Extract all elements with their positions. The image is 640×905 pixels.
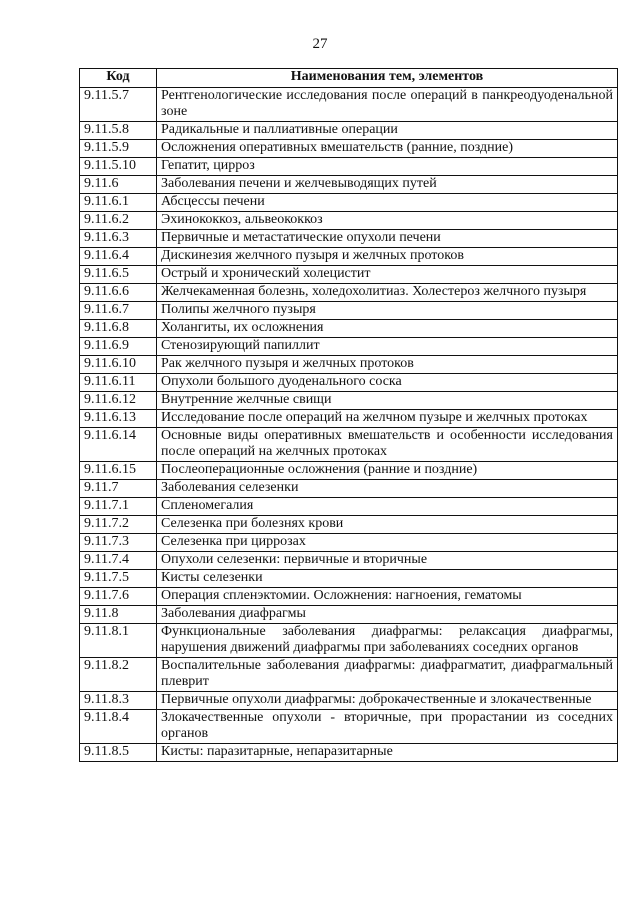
table-row — [80, 356, 618, 374]
topic-code: 9.11.7.3 — [80, 534, 157, 552]
topic-name: Внутренние желчные свищи — [157, 392, 618, 410]
topic-code: 9.11.6.3 — [80, 230, 157, 248]
topic-code: 9.11.6.12 — [80, 392, 157, 410]
table-row — [80, 140, 618, 158]
topic-code: 9.11.5.10 — [80, 158, 157, 176]
topic-code: 9.11.8.1 — [80, 624, 157, 658]
table-row — [80, 266, 618, 284]
topic-name: Абсцессы печени — [157, 194, 618, 212]
table-header-row — [80, 69, 618, 88]
topic-code: 9.11.6.1 — [80, 194, 157, 212]
topic-name: Осложнения оперативных вмешательств (ранние, поздние) — [157, 140, 618, 158]
topic-code: 9.11.6.13 — [80, 410, 157, 428]
topic-code: 9.11.5.8 — [80, 122, 157, 140]
topic-name: Заболевания селезенки — [157, 480, 618, 498]
topic-code: 9.11.8.5 — [80, 744, 157, 762]
topic-name: Первичные опухоли диафрагмы: доброкачественные и злокачественные — [157, 692, 618, 710]
table-row — [80, 248, 618, 266]
topic-name: Полипы желчного пузыря — [157, 302, 618, 320]
table-row — [80, 606, 618, 624]
table-body — [80, 88, 618, 762]
topic-name: Основные виды оперативных вмешательств и особенности исследования после операций на желчных протоках — [157, 428, 618, 462]
topic-code: 9.11.6.7 — [80, 302, 157, 320]
topic-code: 9.11.7 — [80, 480, 157, 498]
topic-code: 9.11.6.5 — [80, 266, 157, 284]
topic-code: 9.11.6.4 — [80, 248, 157, 266]
topic-code: 9.11.7.5 — [80, 570, 157, 588]
topic-name: Эхинококкоз, альвеококкоз — [157, 212, 618, 230]
topic-name: Первичные и метастатические опухоли печени — [157, 230, 618, 248]
topic-name: Селезенка при циррозах — [157, 534, 618, 552]
table-row — [80, 212, 618, 230]
topic-code: 9.11.8.4 — [80, 710, 157, 744]
topic-name: Стенозирующий папиллит — [157, 338, 618, 356]
table-row — [80, 122, 618, 140]
topic-name: Опухоли селезенки: первичные и вторичные — [157, 552, 618, 570]
topic-name: Радикальные и паллиативные операции — [157, 122, 618, 140]
topic-code: 9.11.7.1 — [80, 498, 157, 516]
table-row — [80, 374, 618, 392]
table-row — [80, 658, 618, 692]
topic-name: Кисты: паразитарные, непаразитарные — [157, 744, 618, 762]
topic-code: 9.11.6.14 — [80, 428, 157, 462]
topic-name: Острый и хронический холецистит — [157, 266, 618, 284]
table-row — [80, 158, 618, 176]
topic-code: 9.11.6.15 — [80, 462, 157, 480]
table-row — [80, 744, 618, 762]
table-row — [80, 498, 618, 516]
topic-code: 9.11.5.7 — [80, 88, 157, 122]
table-row — [80, 624, 618, 658]
topic-code: 9.11.7.4 — [80, 552, 157, 570]
topic-code: 9.11.5.9 — [80, 140, 157, 158]
topic-code: 9.11.8 — [80, 606, 157, 624]
table-row — [80, 230, 618, 248]
table-row — [80, 88, 618, 122]
table-row — [80, 284, 618, 302]
topic-name: Заболевания печени и желчевыводящих путей — [157, 176, 618, 194]
topic-name: Опухоли большого дуоденального соска — [157, 374, 618, 392]
topic-name: Кисты селезенки — [157, 570, 618, 588]
table-row — [80, 428, 618, 462]
topic-name: Гепатит, цирроз — [157, 158, 618, 176]
topic-code: 9.11.6.9 — [80, 338, 157, 356]
table-row — [80, 710, 618, 744]
topic-code: 9.11.8.2 — [80, 658, 157, 692]
topic-code: 9.11.6.6 — [80, 284, 157, 302]
topic-name: Рак желчного пузыря и желчных протоков — [157, 356, 618, 374]
topic-name: Дискинезия желчного пузыря и желчных протоков — [157, 248, 618, 266]
table-row — [80, 462, 618, 480]
topic-name: Спленомегалия — [157, 498, 618, 516]
table-row — [80, 516, 618, 534]
topic-name: Селезенка при болезнях крови — [157, 516, 618, 534]
topic-code: 9.11.6 — [80, 176, 157, 194]
table-row — [80, 302, 618, 320]
topic-code: 9.11.7.6 — [80, 588, 157, 606]
topic-code: 9.11.8.3 — [80, 692, 157, 710]
table-row — [80, 588, 618, 606]
page-number: 27 — [312, 36, 328, 52]
topic-code: 9.11.6.11 — [80, 374, 157, 392]
topic-name: Исследование после операций на желчном пузыре и желчных протоках — [157, 410, 618, 428]
topic-name: Рентгенологические исследования после операций в панкреодуоденальной зоне — [157, 88, 618, 122]
table-row — [80, 480, 618, 498]
topic-name: Операция спленэктомии. Осложнения: нагноения, гематомы — [157, 588, 618, 606]
topic-name: Холангиты, их осложнения — [157, 320, 618, 338]
table-row — [80, 692, 618, 710]
topic-code: 9.11.6.10 — [80, 356, 157, 374]
topic-code: 9.11.7.2 — [80, 516, 157, 534]
table-row — [80, 320, 618, 338]
topic-code: 9.11.6.8 — [80, 320, 157, 338]
topic-name: Воспалительные заболевания диафрагмы: диафрагматит, диафрагмальный плеврит — [157, 658, 618, 692]
topic-name: Злокачественные опухоли - вторичные, при прорастании из соседних органов — [157, 710, 618, 744]
topic-code: 9.11.6.2 — [80, 212, 157, 230]
table-row — [80, 570, 618, 588]
table-row — [80, 176, 618, 194]
table-row — [80, 410, 618, 428]
column-header-code: Код — [80, 69, 157, 88]
topics-table — [79, 68, 618, 762]
topic-name: Желчекаменная болезнь, холедохолитиаз. Холестероз желчного пузыря — [157, 284, 618, 302]
topic-name: Заболевания диафрагмы — [157, 606, 618, 624]
table-row — [80, 392, 618, 410]
topic-name: Послеоперационные осложнения (ранние и поздние) — [157, 462, 618, 480]
table-row — [80, 338, 618, 356]
table-row — [80, 552, 618, 570]
table-row — [80, 194, 618, 212]
column-header-name: Наименования тем, элементов — [157, 69, 618, 88]
topic-name: Функциональные заболевания диафрагмы: релаксация диафрагмы, нарушения движений диафрагмы при заболеваниях соседних органов — [157, 624, 618, 658]
table-row — [80, 534, 618, 552]
